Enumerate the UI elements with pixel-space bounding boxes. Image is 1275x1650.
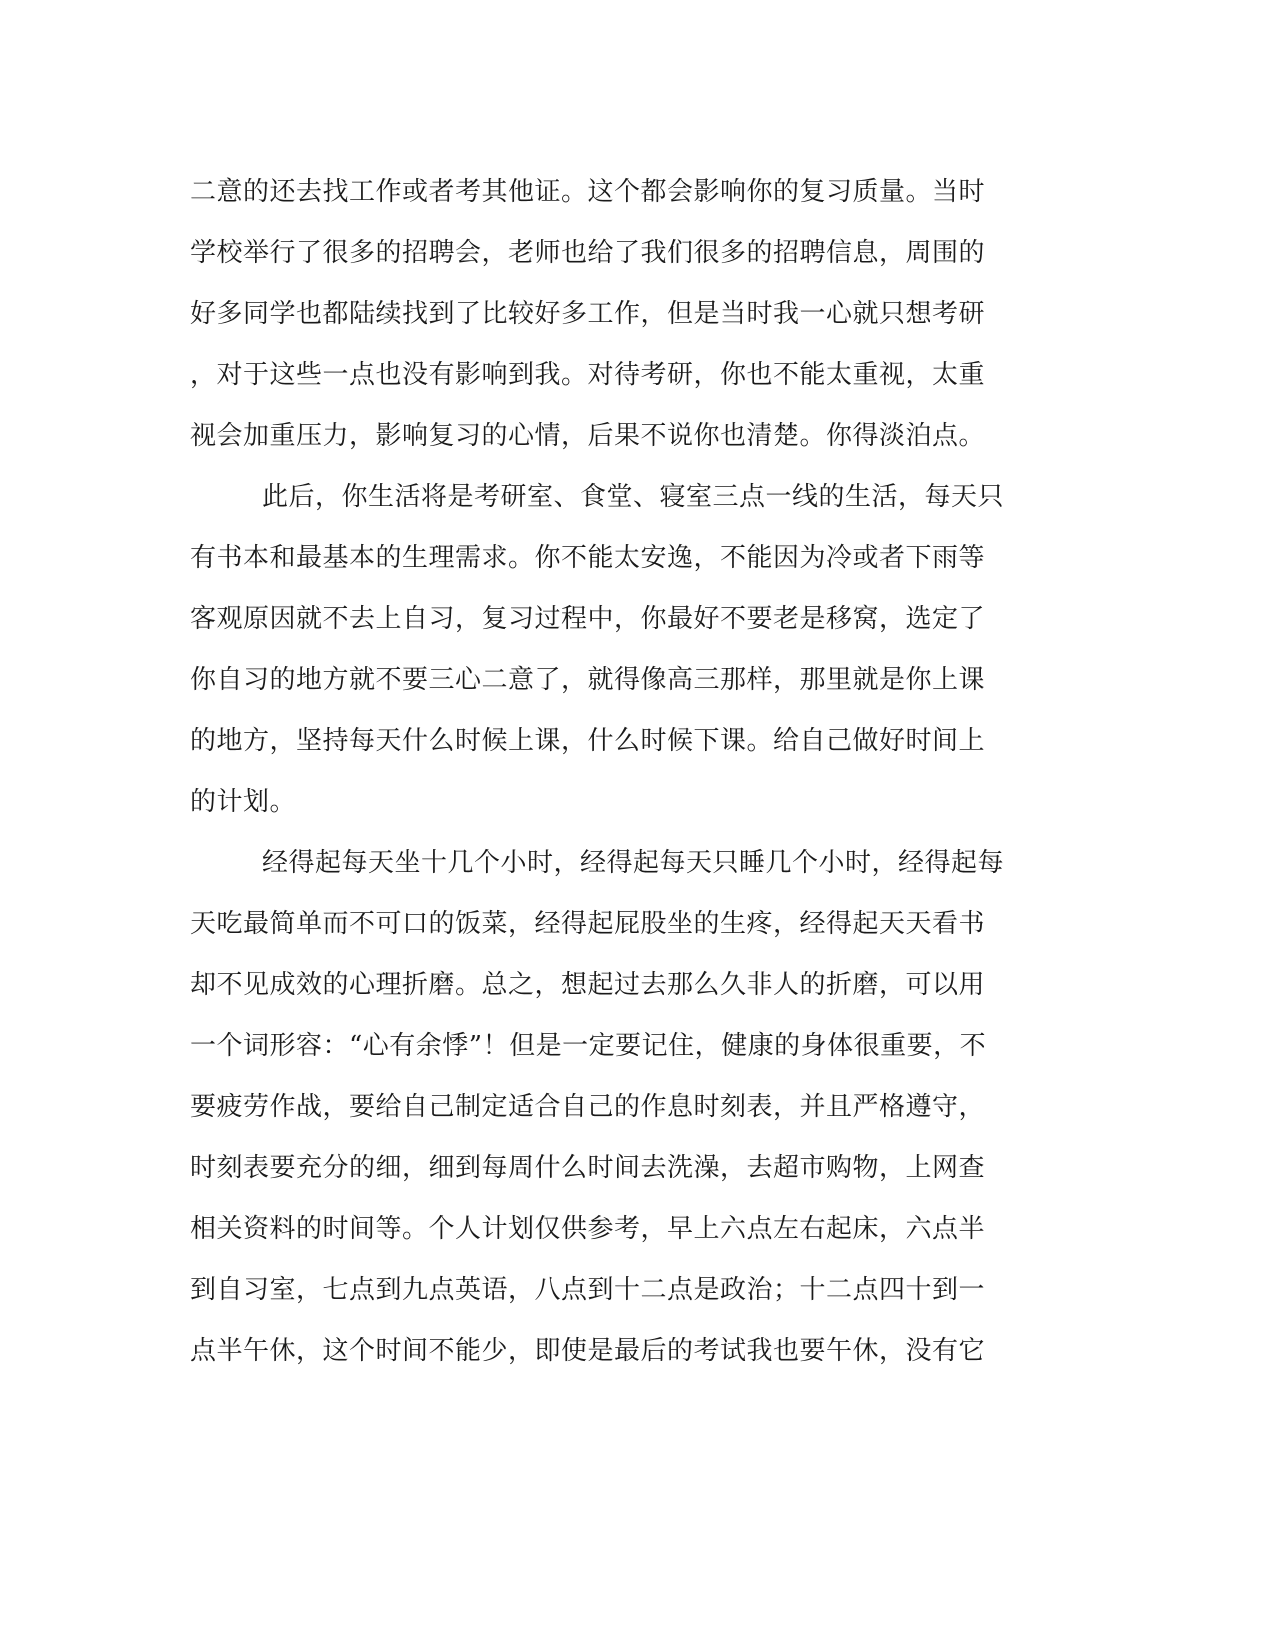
text-line: 你自习的地方就不要三心二意了，就得像高三那样，那里就是你上课 xyxy=(190,665,986,695)
text-line: 学校举行了很多的招聘会，老师也给了我们很多的招聘信息，周围的 xyxy=(190,238,986,268)
text-line: 好多同学也都陆续找到了比较好多工作，但是当时我一心就只想考研 xyxy=(190,299,986,329)
text-line: 有书本和最基本的生理需求。你不能太安逸，不能因为冷或者下雨等 xyxy=(190,543,986,573)
text-line: ，对于这些一点也没有影响到我。对待考研，你也不能太重视，太重 xyxy=(190,360,986,390)
text-line: 的计划。 xyxy=(190,787,297,817)
text-line: 点半午休，这个时间不能少，即使是最后的考试我也要午休，没有它 xyxy=(190,1336,986,1366)
text-line: 要疲劳作战，要给自己制定适合自己的作息时刻表，并且严格遵守， xyxy=(190,1092,986,1122)
text-line: 的地方，坚持每天什么时候上课，什么时候下课。给自己做好时间上 xyxy=(190,726,986,756)
text-line: 却不见成效的心理折磨。总之，想起过去那么久非人的折磨，可以用 xyxy=(190,970,986,1000)
text-line: 时刻表要充分的细，细到每周什么时间去洗澡，去超市购物，上网查 xyxy=(190,1153,986,1183)
text-line: 相关资料的时间等。个人计划仅供参考，早上六点左右起床，六点半 xyxy=(190,1214,986,1244)
text-line: 天吃最简单而不可口的饭菜，经得起屁股坐的生疼，经得起天天看书 xyxy=(190,909,986,939)
text-line: 一个词形容：“心有余悸”！但是一定要记住，健康的身体很重要，不 xyxy=(190,1031,987,1061)
text-line: 客观原因就不去上自习，复习过程中，你最好不要老是移窝，选定了 xyxy=(190,604,986,634)
paragraph-first-line: 此后，你生活将是考研室、食堂、寝室三点一线的生活，每天只 xyxy=(262,482,1005,512)
text-line: 到自习室，七点到九点英语，八点到十二点是政治；十二点四十到一 xyxy=(190,1275,986,1305)
text-line: 视会加重压力，影响复习的心情，后果不说你也清楚。你得淡泊点。 xyxy=(190,421,986,451)
text-line: 二意的还去找工作或者考其他证。这个都会影响你的复习质量。当时 xyxy=(190,177,986,207)
document-body xyxy=(190,162,1090,1382)
paragraph-first-line: 经得起每天坐十几个小时，经得起每天只睡几个小时，经得起每 xyxy=(262,848,1005,878)
